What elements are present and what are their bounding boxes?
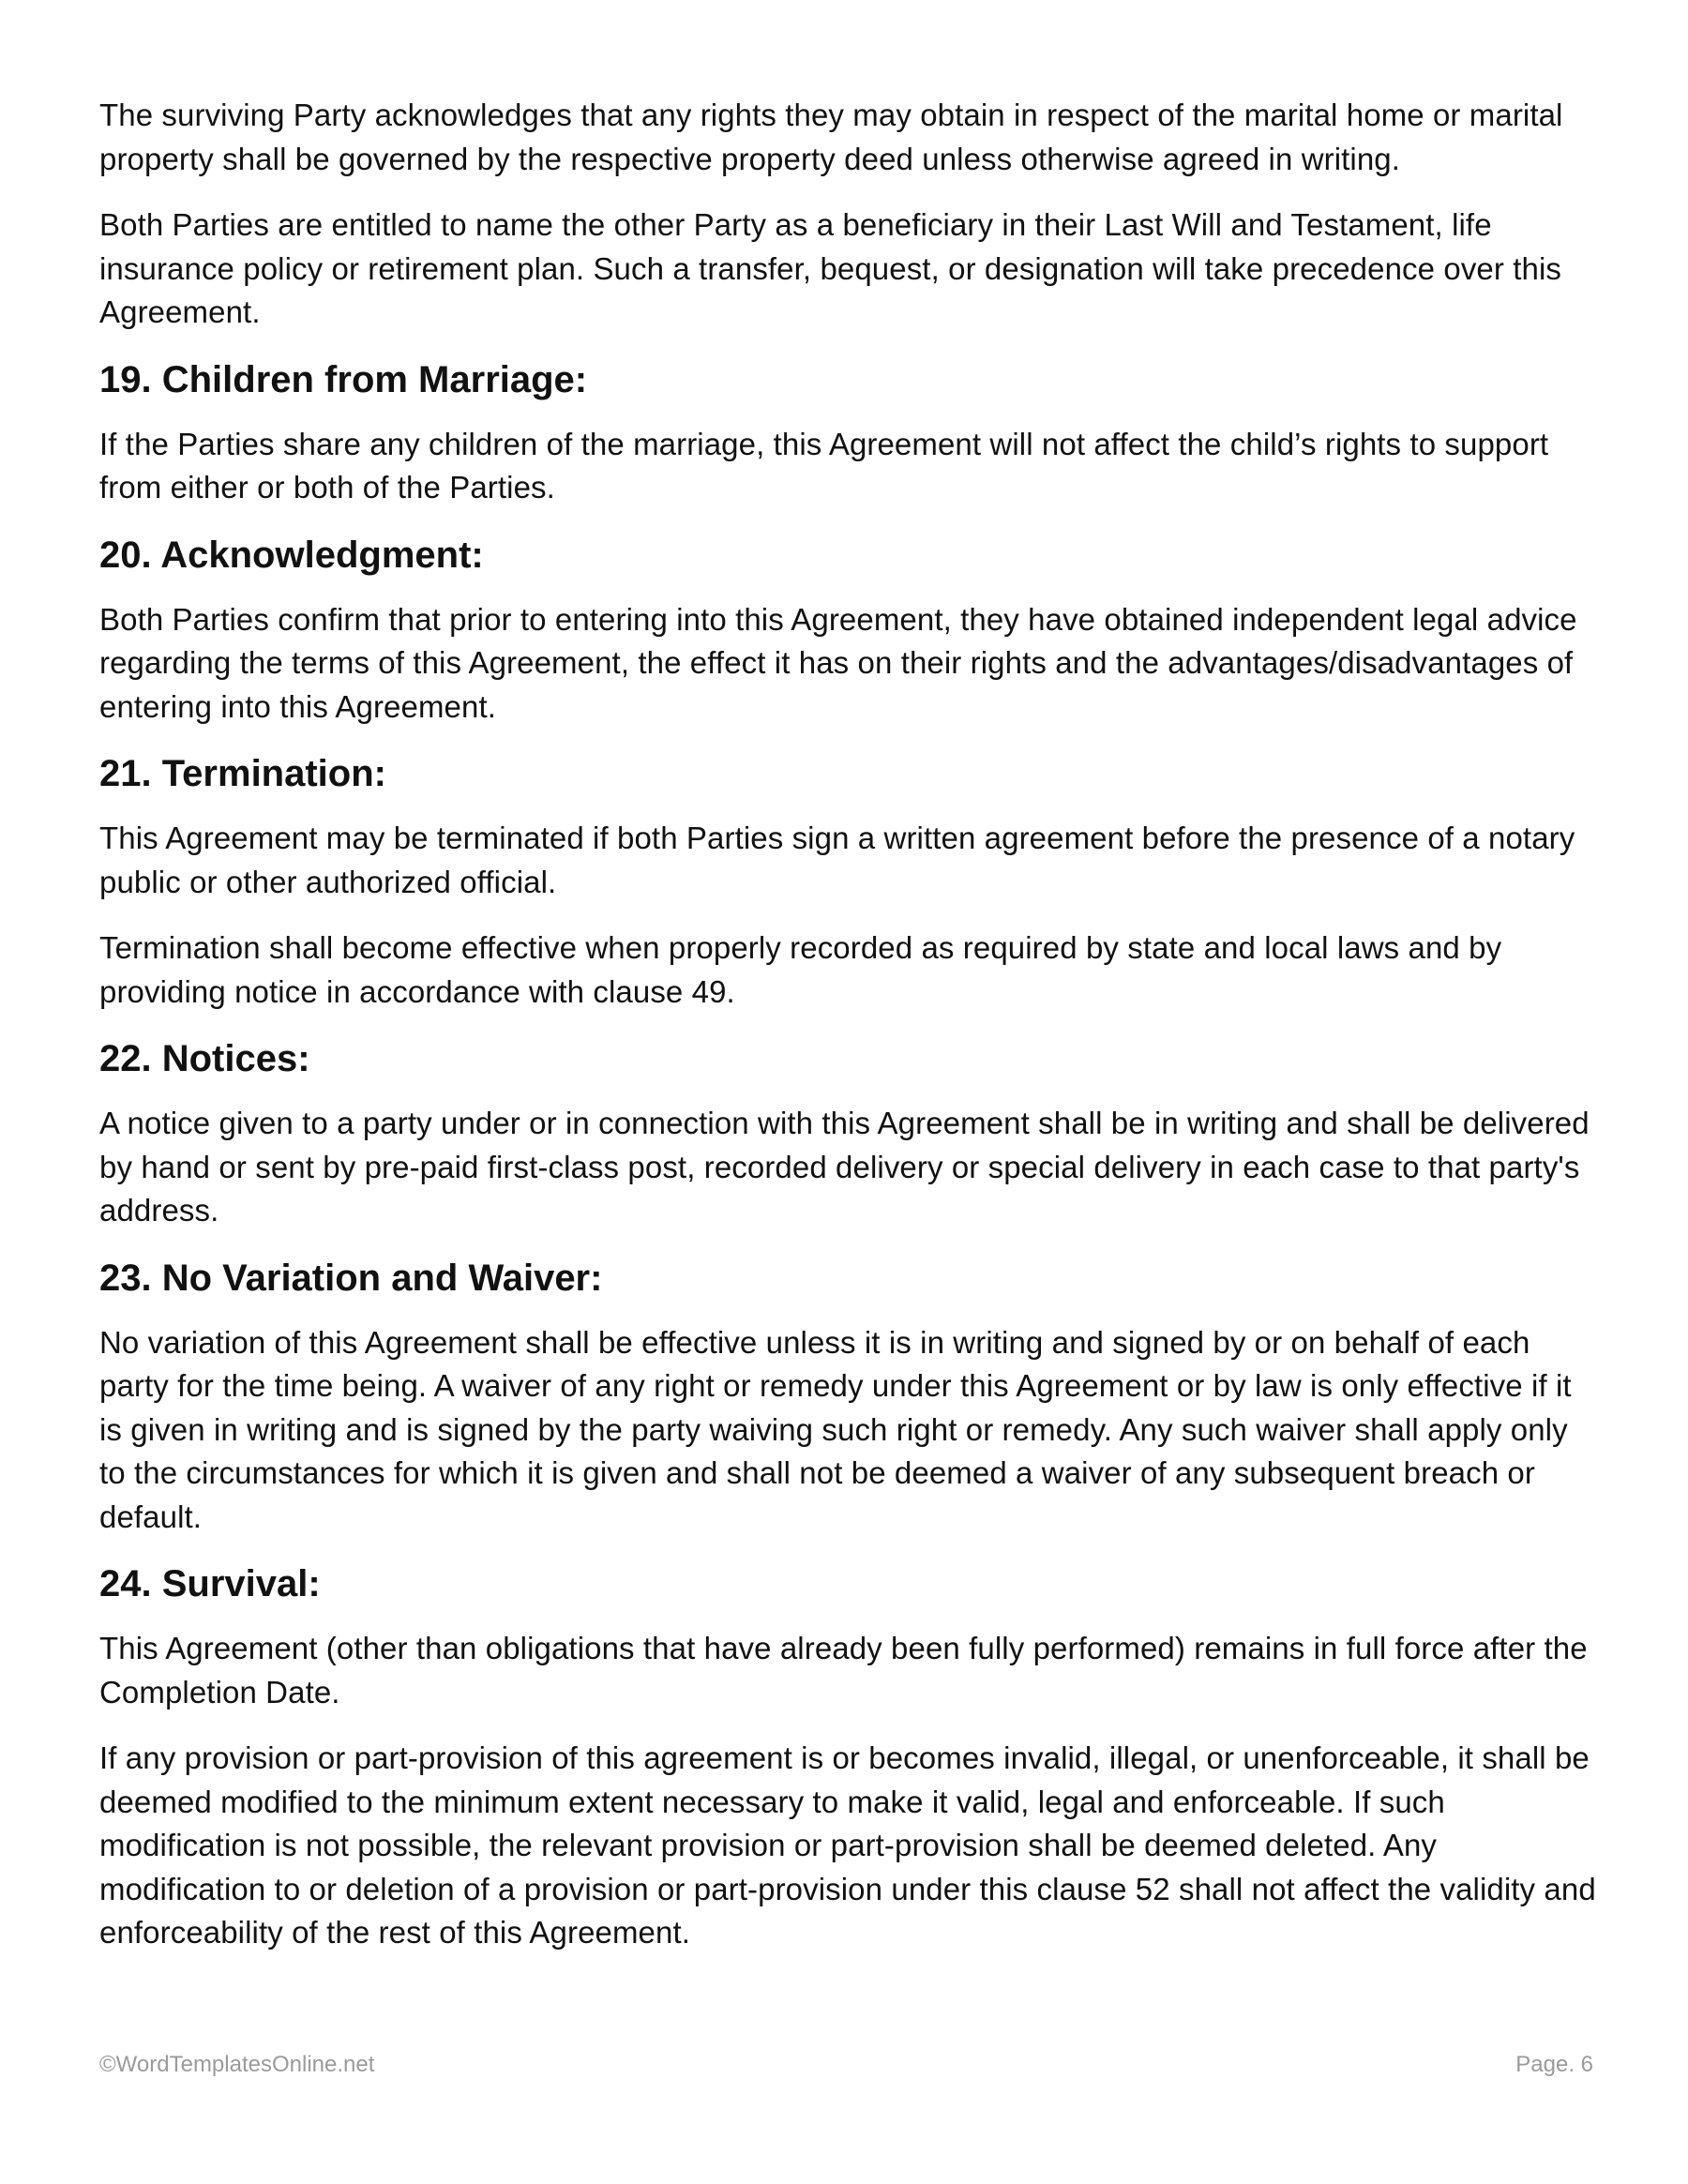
page-footer — [99, 2052, 1593, 2078]
section-heading-survival: 24. Survival: — [99, 1563, 321, 1604]
paragraph-children: If the Parties share any children of the marriage, this Agreement will not affect the child’s rights to support from either or both of the Parties. — [99, 426, 1549, 505]
section-heading-notices: 22. Notices: — [99, 1038, 310, 1079]
paragraph-beneficiary: Both Parties are entitled to name the other Party as a beneficiary in their Last Will and Testament, life insurance policy or retirement plan. Such a transfer, bequest, or designation will take precedence over this Agreement. — [99, 207, 1561, 329]
paragraph-termination-2: Termination shall become effective when properly recorded as required by state and local laws and by providing notice in accordance with clause 49. — [99, 930, 1502, 1009]
paragraph-notices: A notice given to a party under or in connection with this Agreement shall be in writing and shall be delivered by hand or sent by pre-paid first-class post, recorded delivery or special delivery in each case to that party's address. — [99, 1106, 1590, 1228]
section-heading-children: 19. Children from Marriage: — [99, 358, 588, 400]
section-heading-termination: 21. Termination: — [99, 753, 386, 794]
paragraph-variation-waiver: No variation of this Agreement shall be effective unless it is in writing and signed by or on behalf of each party for the time being. A waiver of any right or remedy under this Agreement or by law is only effective if it is given in writing and is signed by the party waiving such right or remedy. Any such waiver shall apply only to the circumstances for which it is given and shall not be deemed a waiver of any subsequent breach or default. — [99, 1324, 1572, 1534]
document-page — [99, 94, 1600, 1978]
paragraph-acknowledgment: Both Parties confirm that prior to entering into this Agreement, they have obtained independent legal advice regarding the terms of this Agreement, the effect it has on their rights and the advantages/disadvantages of entering into this Agreement. — [99, 601, 1577, 724]
paragraph-survival-1: This Agreement (other than obligations that have already been fully performed) remains in full force after the Completion Date. — [99, 1631, 1588, 1710]
paragraph-termination-1: This Agreement may be terminated if both Parties sign a written agreement before the presence of a notary public or other authorized official. — [99, 821, 1575, 899]
paragraph-survival-2: If any provision or part-provision of this agreement is or becomes invalid, illegal, or unenforceable, it shall be deemed modified to the minimum extent necessary to make it valid, legal and enforceable. If such modification is not possible, the relevant provision or part-provision shall be deemed deleted. Any modification to or deletion of a provision or part-provision under this clause 52 shall not affect the validity and enforceability of the rest of this Agreement. — [99, 1740, 1596, 1950]
footer-page-number: Page. 6 — [1515, 2052, 1593, 2077]
footer-copyright: ©WordTemplatesOnline.net — [99, 2052, 375, 2077]
section-heading-acknowledgment: 20. Acknowledgment: — [99, 534, 484, 576]
paragraph-marital-property: The surviving Party acknowledges that any rights they may obtain in respect of the marital home or marital property shall be governed by the respective property deed unless otherwise agreed in writing. — [99, 98, 1563, 176]
section-heading-variation-waiver: 23. No Variation and Waiver: — [99, 1257, 603, 1299]
